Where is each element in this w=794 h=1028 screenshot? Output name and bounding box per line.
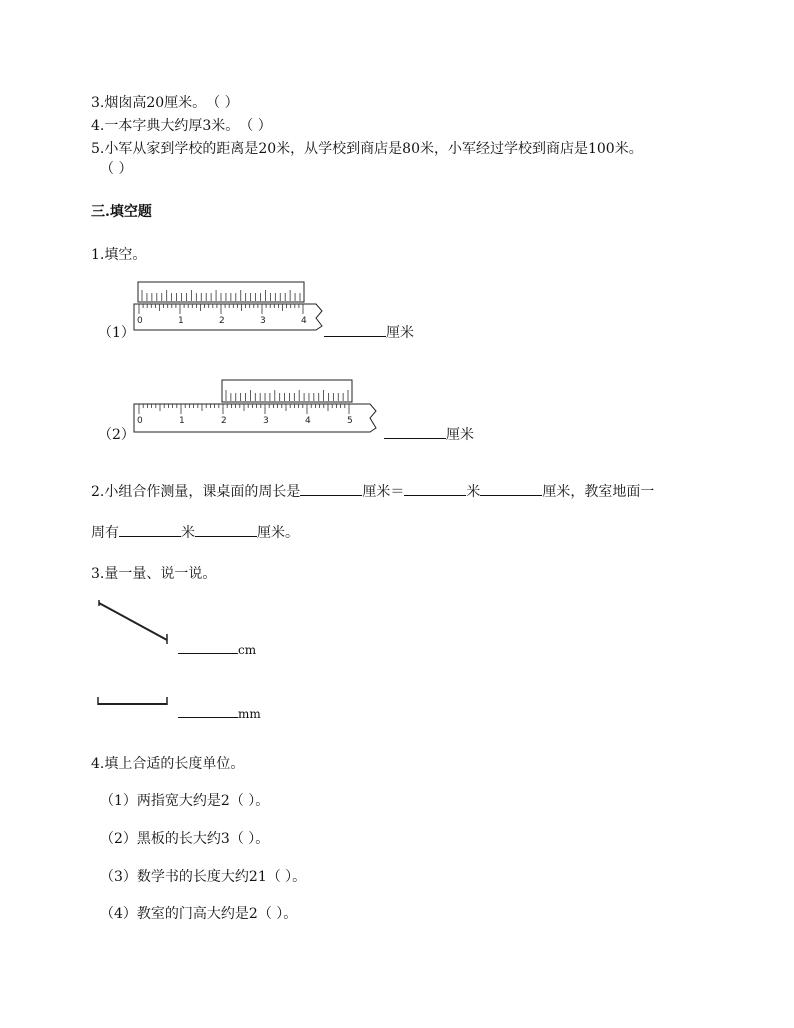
q3-answer-1 bbox=[178, 639, 256, 658]
q2-text-e: 周有 bbox=[91, 525, 119, 541]
q2-blank-2[interactable] bbox=[404, 481, 466, 496]
q2-text-b: 厘米＝ bbox=[362, 484, 405, 500]
q2-line-2 bbox=[91, 522, 299, 542]
q2-blank-5[interactable] bbox=[195, 522, 257, 537]
ruler-1-label: 3 bbox=[260, 316, 266, 326]
ruler-1-label: 2 bbox=[219, 316, 225, 326]
q2-line-1 bbox=[91, 481, 654, 501]
ruler-figure-2 bbox=[130, 378, 390, 438]
q3-title: 3.量一量、说一说。 bbox=[91, 566, 217, 582]
q2-text-d: 厘米，教室地面一 bbox=[542, 484, 655, 500]
judgment-item-5-answer: （ ） bbox=[100, 161, 133, 177]
ruler-1-label: 4 bbox=[301, 316, 307, 326]
q4-item-1: （1）两指宽大约是2（ ）。 bbox=[100, 793, 270, 809]
q1-sub2-answer bbox=[384, 424, 474, 444]
q4-item-2: （2）黑板的长大约3（ ）。 bbox=[100, 831, 270, 847]
section-heading: 三.填空题 bbox=[91, 204, 152, 220]
q1-sub1-label: （1） bbox=[98, 325, 135, 341]
q3-blank-1[interactable] bbox=[178, 639, 238, 654]
judgment-item-4: 4.一本字典大约厚3米。 （ ） bbox=[91, 118, 272, 134]
ruler-1-label: 0 bbox=[137, 316, 143, 326]
q3-blank-2[interactable] bbox=[178, 703, 238, 718]
judgment-item-3: 3.烟囱高20厘米。 （ ） bbox=[91, 95, 239, 111]
q1-sub2-label: （2） bbox=[98, 427, 135, 443]
q2-text-g: 厘米。 bbox=[257, 525, 299, 541]
ruler-2-label: 2 bbox=[221, 416, 227, 426]
ruler-2-label: 1 bbox=[179, 416, 185, 426]
ruler-body-1 bbox=[134, 304, 322, 330]
measured-object-bar-2 bbox=[222, 380, 352, 402]
ruler-1-label: 1 bbox=[178, 316, 184, 326]
q3-answer-2 bbox=[178, 703, 261, 722]
q3-segment-1 bbox=[99, 603, 167, 640]
q1-sub1-answer bbox=[324, 322, 414, 342]
q2-text-a: 2.小组合作测量，课桌面的周长是 bbox=[91, 484, 301, 500]
q1-title: 1.填空。 bbox=[91, 247, 147, 263]
q4-item-3: （3）数学书的长度大约21（ ）。 bbox=[100, 869, 307, 885]
q3-segment-figure-1 bbox=[95, 598, 175, 648]
q4-title: 4.填上合适的长度单位。 bbox=[91, 756, 245, 772]
ruler-2-label: 0 bbox=[137, 416, 143, 426]
q2-text-c: 米 bbox=[466, 484, 481, 500]
q3-segment-figure-2 bbox=[95, 694, 171, 708]
q4-item-4: （4）教室的门高大约是2（ ）。 bbox=[100, 906, 298, 922]
ruler-figure-1 bbox=[130, 280, 330, 336]
q2-text-f: 米 bbox=[181, 525, 195, 541]
q3-unit-1: cm bbox=[238, 643, 257, 657]
q3-unit-2: mm bbox=[238, 707, 261, 721]
judgment-item-5: 5.小军从家到学校的距离是20米，从学校到商店是80米，小军经过学校到商店是100米。 bbox=[91, 141, 643, 157]
q2-blank-4[interactable] bbox=[119, 522, 181, 537]
q1-sub2-blank[interactable] bbox=[384, 424, 446, 439]
ruler-2-label: 4 bbox=[305, 416, 311, 426]
q1-sub1-blank[interactable] bbox=[324, 322, 386, 337]
ruler-body-2 bbox=[134, 404, 376, 432]
q1-sub1-unit: 厘米 bbox=[386, 325, 414, 341]
ruler-2-label: 3 bbox=[263, 416, 269, 426]
q1-sub2-unit: 厘米 bbox=[446, 427, 474, 443]
q2-blank-1[interactable] bbox=[300, 481, 362, 496]
q2-blank-3[interactable] bbox=[480, 481, 542, 496]
ruler-2-label: 5 bbox=[347, 416, 353, 426]
